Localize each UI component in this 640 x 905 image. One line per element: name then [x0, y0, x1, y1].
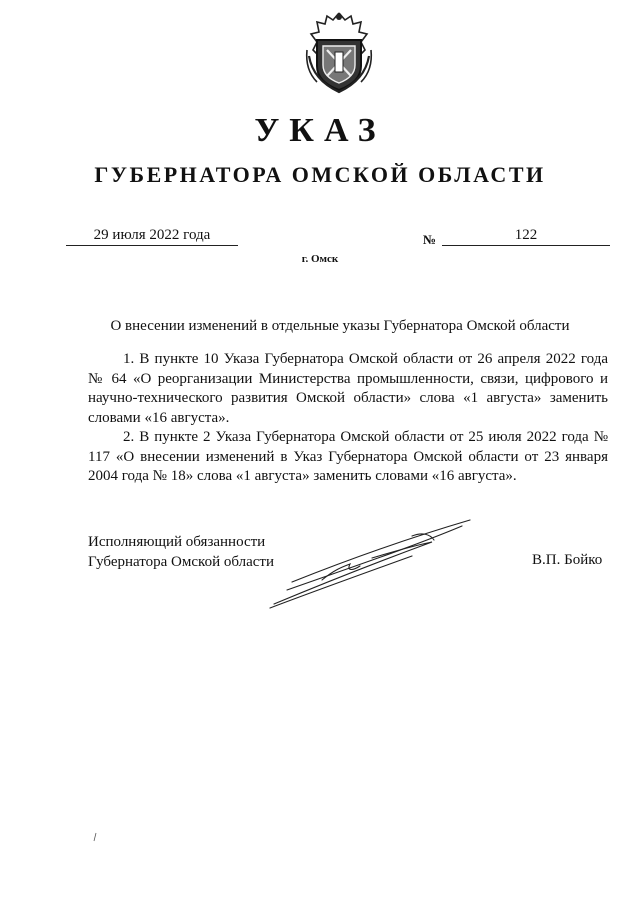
signer-position — [88, 532, 274, 572]
paragraph-2: 2. В пункте 2 Указа Губернатора Омской области от 25 июля 2022 года № 117 «О внесении изменений в Указ Губернатора Омской области от 23 января 2004 года № 18» слова «1 августа» заменить словами «16 августа». — [88, 429, 608, 484]
document-subtitle: ГУБЕРНАТОРА ОМСКОЙ ОБЛАСТИ — [94, 162, 546, 187]
document-date: 29 июля 2022 года — [66, 227, 238, 246]
coat-of-arms-icon — [303, 10, 375, 94]
document-city: г. Омск — [301, 253, 339, 265]
document-title: УКАЗ — [254, 112, 386, 149]
signer-name: В.П. Бойко — [532, 552, 603, 568]
signer-position-line-1: Исполняющий обязанности — [88, 534, 266, 550]
handwritten-signature — [262, 512, 477, 612]
document-number: 122 — [442, 227, 610, 246]
number-sign: № — [423, 232, 437, 247]
signer-position-line-2: Губернатора Омской области — [88, 554, 274, 570]
paragraph-1: 1. В пункте 10 Указа Губернатора Омской области от 26 апреля 2022 года № 64 «О реорганизации Министерства промышленности, связи, цифрового и научно-технического развития Омской области» слова «1 августа» заменить словами «16 августа». — [88, 351, 608, 426]
document-heading: О внесении изменений в отдельные указы Губернатора Омской области — [110, 318, 570, 334]
scan-mark — [92, 832, 98, 842]
